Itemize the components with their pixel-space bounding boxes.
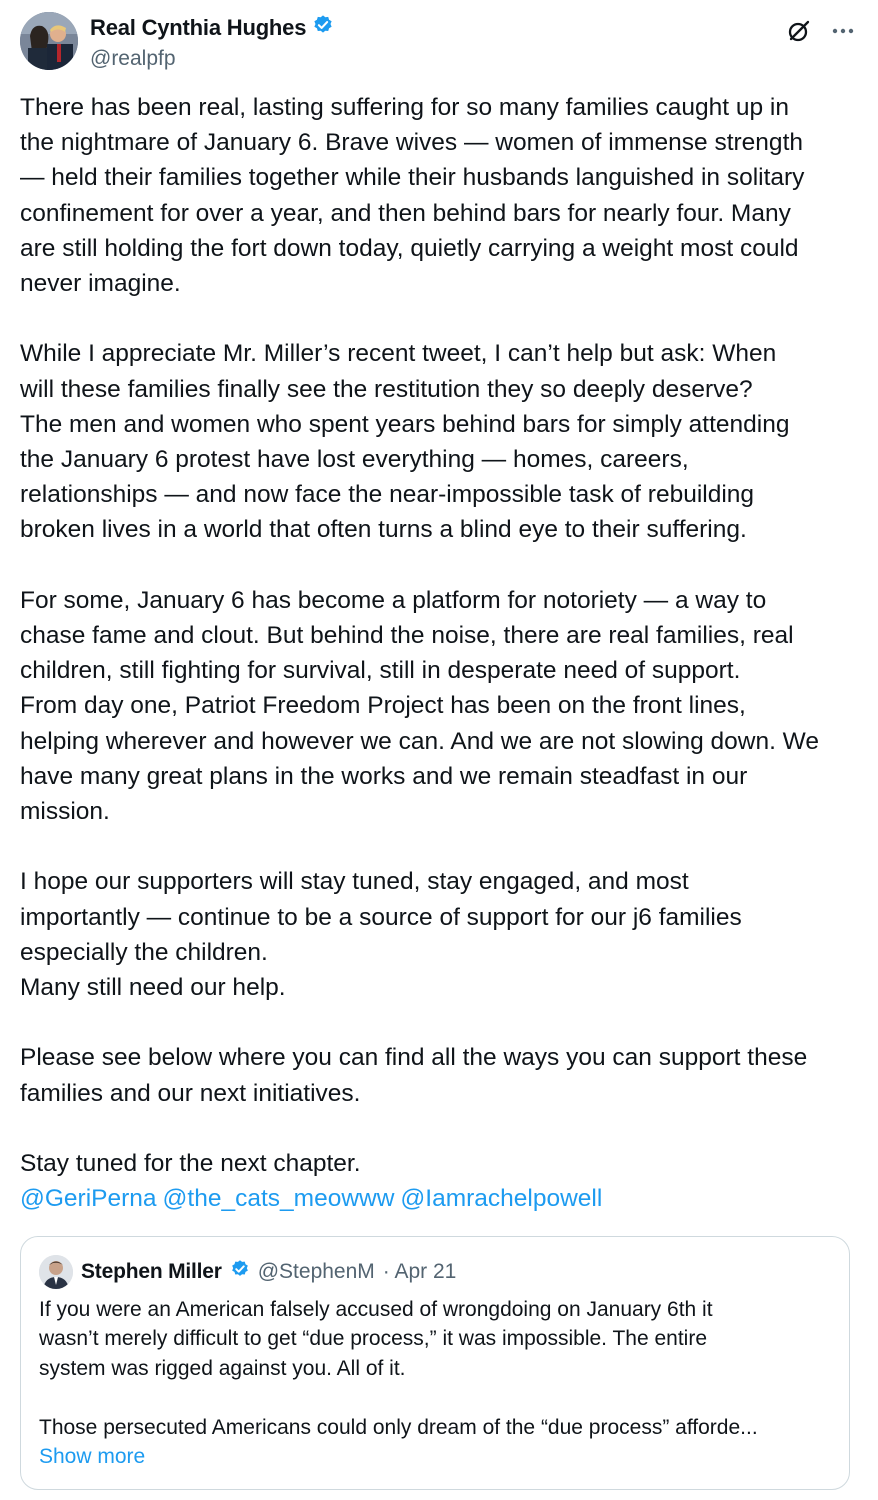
author-handle[interactable]: @realpfp bbox=[90, 47, 176, 70]
tweet-line: chase fame and clout. But behind the noise, there are real families, real bbox=[20, 622, 794, 650]
tweet-line: children, still fighting for survival, still in desperate need of support. bbox=[20, 657, 741, 685]
author-name[interactable]: Real Cynthia Hughes bbox=[90, 14, 307, 40]
tweet-line: For some, January 6 has become a platform for notoriety — a way to bbox=[20, 586, 767, 614]
quoted-author-handle[interactable]: @StephenM bbox=[257, 1260, 375, 1283]
mention-link[interactable]: @GeriPerna bbox=[20, 1185, 157, 1213]
quoted-line: If you were an American falsely accused of wrongdoing on January 6th it bbox=[39, 1298, 713, 1321]
tweet-line: never imagine. bbox=[20, 270, 181, 298]
tweet-line: especially the children. bbox=[20, 938, 268, 966]
verified-badge-icon bbox=[312, 14, 334, 41]
tweet-line: While I appreciate Mr. Miller’s recent tweet, I can’t help but ask: When bbox=[20, 340, 777, 368]
tweet-line: relationships — and now face the near-impossible task of rebuilding bbox=[20, 481, 755, 509]
tweet-line: the nightmare of January 6. Brave wives — women of immense strength bbox=[20, 129, 803, 157]
tweet-line: From day one, Patriot Freedom Project has been on the front lines, bbox=[20, 692, 746, 720]
tweet-line: Many still need our help. bbox=[20, 974, 286, 1002]
tweet-line: The men and women who spent years behind bars for simply attending bbox=[20, 410, 790, 438]
tweet-line: Stay tuned for the next chapter. bbox=[20, 1150, 361, 1178]
tweet-line: confinement for over a year, and then behind bars for nearly four. Many bbox=[20, 199, 791, 227]
tweet-line: will these families finally see the restitution they so deeply deserve? bbox=[20, 375, 753, 403]
mention-link[interactable]: @the_cats_meowww bbox=[162, 1185, 395, 1213]
quoted-tweet-body bbox=[39, 1295, 829, 1471]
tweet-line: I hope our supporters will stay tuned, stay engaged, and most bbox=[20, 868, 689, 896]
show-more-link[interactable]: Show more bbox=[39, 1445, 146, 1469]
quoted-line: wasn’t merely difficult to get “due process,” it was impossible. The entire bbox=[39, 1327, 708, 1351]
tweet-line: families and our next initiatives. bbox=[20, 1079, 361, 1107]
tweet-line: There has been real, lasting suffering for so many families caught up in bbox=[20, 94, 789, 121]
more-options-icon[interactable] bbox=[828, 16, 858, 46]
tweet-header bbox=[20, 12, 858, 72]
quoted-author-avatar[interactable] bbox=[39, 1255, 73, 1289]
tweet-line: broken lives in a world that often turns a blind eye to their suffering. bbox=[20, 516, 747, 544]
quoted-author-name[interactable]: Stephen Miller bbox=[81, 1260, 222, 1283]
tweet-line: the January 6 protest have lost everything — homes, careers, bbox=[20, 446, 689, 474]
mention-list bbox=[20, 1181, 858, 1216]
tweet-line: helping wherever and however we can. And we are not slowing down. We bbox=[20, 727, 819, 755]
quoted-line: system was rigged against you. All of it. bbox=[39, 1356, 406, 1380]
author-avatar[interactable] bbox=[20, 12, 78, 70]
tweet-line: mission. bbox=[20, 798, 110, 826]
grok-icon[interactable] bbox=[784, 16, 814, 46]
tweet-line: have many great plans in the works and we remain steadfast in our bbox=[20, 762, 748, 790]
tweet-line: importantly — continue to be a source of support for our j6 families bbox=[20, 903, 742, 931]
quoted-date[interactable]: · Apr 21 bbox=[382, 1260, 457, 1283]
mention-link[interactable]: @Iamrachelpowell bbox=[400, 1185, 603, 1213]
tweet-body bbox=[20, 90, 858, 1216]
tweet-line: Please see below where you can find all the ways you can support these bbox=[20, 1044, 808, 1072]
quoted-line: Those persecuted Americans could only dream of the “due process” afforde... bbox=[39, 1415, 758, 1439]
tweet-line: are still holding the fort down today, quietly carrying a weight most could bbox=[20, 234, 799, 262]
tweet-line: — held their families together while their husbands languished in solitary bbox=[20, 164, 805, 192]
quoted-tweet[interactable] bbox=[20, 1236, 850, 1490]
verified-badge-icon bbox=[230, 1259, 250, 1285]
